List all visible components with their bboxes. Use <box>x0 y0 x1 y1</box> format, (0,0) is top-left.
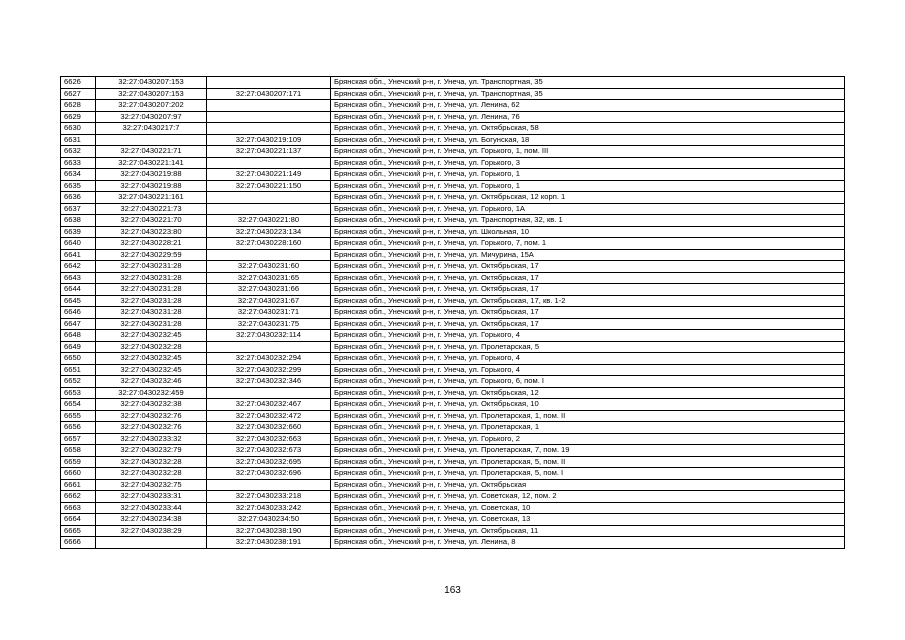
address-cell: Брянская обл., Унечский р-н, г. Унеча, ул. Октябрьская, 12 корп. 1 <box>331 192 845 204</box>
cadastral-number-2-cell <box>207 341 331 353</box>
address-cell: Брянская обл., Унечский р-н, г. Унеча, ул. Октябрьская, 17 <box>331 284 845 296</box>
cadastral-number-2-cell: 32:27:0430232:346 <box>207 376 331 388</box>
cadastral-number-cell: 32:27:0430229:59 <box>96 249 207 261</box>
table-row <box>61 307 845 319</box>
cadastral-number-cell: 32:27:0430232:76 <box>96 410 207 422</box>
table-row <box>61 134 845 146</box>
cadastral-number-2-cell: 32:27:0430228:160 <box>207 238 331 250</box>
table-row <box>61 146 845 158</box>
cadastral-number-cell: 32:27:0430232:459 <box>96 387 207 399</box>
address-cell: Брянская обл., Унечский р-н, г. Унеча, ул. Пролетарская, 7, пом. 19 <box>331 445 845 457</box>
table-row <box>61 318 845 330</box>
row-number-cell: 6650 <box>61 353 96 365</box>
cadastral-number-2-cell: 32:27:0430232:467 <box>207 399 331 411</box>
cadastral-number-2-cell: 32:27:0430231:67 <box>207 295 331 307</box>
address-cell: Брянская обл., Унечский р-н, г. Унеча, ул. Мичурина, 15А <box>331 249 845 261</box>
address-cell: Брянская обл., Унечский р-н, г. Унеча, ул. Горького, 2 <box>331 433 845 445</box>
cadastral-number-2-cell: 32:27:0430232:660 <box>207 422 331 434</box>
cadastral-number-cell: 32:27:0430219:88 <box>96 180 207 192</box>
address-cell: Брянская обл., Унечский р-н, г. Унеча, ул. Богунская, 18 <box>331 134 845 146</box>
table-row <box>61 445 845 457</box>
table-row <box>61 180 845 192</box>
cadastral-number-cell: 32:27:0430234:38 <box>96 514 207 526</box>
row-number-cell: 6661 <box>61 479 96 491</box>
address-cell: Брянская обл., Унечский р-н, г. Унеча, ул. Октябрьская, 17, кв. 1-2 <box>331 295 845 307</box>
address-cell: Брянская обл., Унечский р-н, г. Унеча, ул. Ленина, 76 <box>331 111 845 123</box>
cadastral-number-cell: 32:27:0430231:28 <box>96 295 207 307</box>
cadastral-number-2-cell <box>207 479 331 491</box>
row-number-cell: 6627 <box>61 88 96 100</box>
row-number-cell: 6649 <box>61 341 96 353</box>
address-cell: Брянская обл., Унечский р-н, г. Унеча, ул. Октябрьская, 11 <box>331 525 845 537</box>
row-number-cell: 6636 <box>61 192 96 204</box>
table-row <box>61 422 845 434</box>
document-table <box>60 76 845 549</box>
cadastral-number-cell: 32:27:0430231:28 <box>96 272 207 284</box>
cadastral-number-2-cell <box>207 157 331 169</box>
table-row <box>61 111 845 123</box>
cadastral-number-2-cell: 32:27:0430232:663 <box>207 433 331 445</box>
cadastral-number-2-cell: 32:27:0430238:190 <box>207 525 331 537</box>
address-cell: Брянская обл., Унечский р-н, г. Унеча, ул. Пролетарская, 5, пом. II <box>331 456 845 468</box>
cadastral-number-2-cell: 32:27:0430223:134 <box>207 226 331 238</box>
cadastral-number-2-cell: 32:27:0430221:137 <box>207 146 331 158</box>
cadastral-number-2-cell <box>207 192 331 204</box>
cadastral-number-2-cell: 32:27:0430221:80 <box>207 215 331 227</box>
row-number-cell: 6638 <box>61 215 96 227</box>
table-row <box>61 284 845 296</box>
cadastral-number-2-cell: 32:27:0430231:75 <box>207 318 331 330</box>
address-cell: Брянская обл., Унечский р-н, г. Унеча, ул. Советская, 13 <box>331 514 845 526</box>
table-row <box>61 157 845 169</box>
table-row <box>61 353 845 365</box>
address-cell: Брянская обл., Унечский р-н, г. Унеча, ул. Горького, 4 <box>331 364 845 376</box>
row-number-cell: 6631 <box>61 134 96 146</box>
table-row <box>61 169 845 181</box>
cadastral-number-cell: 32:27:0430231:28 <box>96 261 207 273</box>
table-row <box>61 100 845 112</box>
address-cell: Брянская обл., Унечский р-н, г. Унеча, ул. Октябрьская, 17 <box>331 261 845 273</box>
cadastral-number-cell: 32:27:0430232:45 <box>96 353 207 365</box>
cadastral-number-cell: 32:27:0430232:45 <box>96 330 207 342</box>
page-number: 163 <box>444 585 461 596</box>
row-number-cell: 6660 <box>61 468 96 480</box>
row-number-cell: 6640 <box>61 238 96 250</box>
table-row <box>61 238 845 250</box>
cadastral-number-cell: 32:27:0430232:45 <box>96 364 207 376</box>
address-cell: Брянская обл., Унечский р-н, г. Унеча, ул. Пролетарская, 1 <box>331 422 845 434</box>
row-number-cell: 6635 <box>61 180 96 192</box>
cadastral-number-cell: 32:27:0430207:97 <box>96 111 207 123</box>
cadastral-number-cell: 32:27:0430217:7 <box>96 123 207 135</box>
table-row <box>61 203 845 215</box>
row-number-cell: 6644 <box>61 284 96 296</box>
row-number-cell: 6652 <box>61 376 96 388</box>
table-row <box>61 479 845 491</box>
cadastral-number-cell: 32:27:0430221:70 <box>96 215 207 227</box>
cadastral-number-2-cell <box>207 203 331 215</box>
address-cell: Брянская обл., Унечский р-н, г. Унеча, ул. Горького, 1 <box>331 169 845 181</box>
cadastral-number-2-cell <box>207 100 331 112</box>
cadastral-number-2-cell: 32:27:0430232:114 <box>207 330 331 342</box>
cadastral-number-cell: 32:27:0430232:46 <box>96 376 207 388</box>
row-number-cell: 6630 <box>61 123 96 135</box>
row-number-cell: 6632 <box>61 146 96 158</box>
cadastral-number-cell: 32:27:0430228:21 <box>96 238 207 250</box>
cadastral-number-2-cell <box>207 249 331 261</box>
address-cell: Брянская обл., Унечский р-н, г. Унеча, ул. Советская, 12, пом. 2 <box>331 491 845 503</box>
address-cell: Брянская обл., Унечский р-н, г. Унеча, ул. Октябрьская, 58 <box>331 123 845 135</box>
row-number-cell: 6633 <box>61 157 96 169</box>
address-cell: Брянская обл., Унечский р-н, г. Унеча, ул. Транспортная, 35 <box>331 88 845 100</box>
address-cell: Брянская обл., Унечский р-н, г. Унеча, ул. Советская, 10 <box>331 502 845 514</box>
table-row <box>61 215 845 227</box>
address-cell: Брянская обл., Унечский р-н, г. Унеча, ул. Горького, 1 <box>331 180 845 192</box>
address-cell: Брянская обл., Унечский р-н, г. Унеча, ул. Горького, 1, пом. III <box>331 146 845 158</box>
cadastral-number-cell: 32:27:0430233:32 <box>96 433 207 445</box>
row-number-cell: 6665 <box>61 525 96 537</box>
table-row <box>61 399 845 411</box>
table-row <box>61 376 845 388</box>
address-cell: Брянская обл., Унечский р-н, г. Унеча, ул. Октябрьская <box>331 479 845 491</box>
cadastral-number-2-cell <box>207 111 331 123</box>
address-cell: Брянская обл., Унечский р-н, г. Унеча, ул. Транспортная, 32, кв. 1 <box>331 215 845 227</box>
address-cell: Брянская обл., Унечский р-н, г. Унеча, ул. Горького, 6, пом. I <box>331 376 845 388</box>
row-number-cell: 6653 <box>61 387 96 399</box>
cadastral-number-cell: 32:27:0430221:71 <box>96 146 207 158</box>
cadastral-number-cell: 32:27:0430232:38 <box>96 399 207 411</box>
row-number-cell: 6657 <box>61 433 96 445</box>
row-number-cell: 6647 <box>61 318 96 330</box>
table-row <box>61 295 845 307</box>
address-cell: Брянская обл., Унечский р-н, г. Унеча, ул. Октябрьская, 10 <box>331 399 845 411</box>
row-number-cell: 6663 <box>61 502 96 514</box>
cadastral-number-2-cell: 32:27:0430231:60 <box>207 261 331 273</box>
cadastral-number-2-cell <box>207 77 331 89</box>
address-cell: Брянская обл., Унечский р-н, г. Унеча, ул. Ленина, 62 <box>331 100 845 112</box>
cadastral-number-2-cell: 32:27:0430238:191 <box>207 537 331 549</box>
address-cell: Брянская обл., Унечский р-н, г. Унеча, ул. Октябрьская, 12 <box>331 387 845 399</box>
address-cell: Брянская обл., Унечский р-н, г. Унеча, ул. Горького, 3 <box>331 157 845 169</box>
row-number-cell: 6626 <box>61 77 96 89</box>
address-cell: Брянская обл., Унечский р-н, г. Унеча, ул. Октябрьская, 17 <box>331 307 845 319</box>
table-row <box>61 341 845 353</box>
row-number-cell: 6662 <box>61 491 96 503</box>
address-cell: Брянская обл., Унечский р-н, г. Унеча, ул. Транспортная, 35 <box>331 77 845 89</box>
table-row <box>61 456 845 468</box>
address-cell: Брянская обл., Унечский р-н, г. Унеча, ул. Горького, 4 <box>331 330 845 342</box>
cadastral-number-cell: 32:27:0430232:28 <box>96 456 207 468</box>
address-cell: Брянская обл., Унечский р-н, г. Унеча, ул. Октябрьская, 17 <box>331 272 845 284</box>
cadastral-number-cell: 32:27:0430231:28 <box>96 307 207 319</box>
address-cell: Брянская обл., Унечский р-н, г. Унеча, ул. Горького, 4 <box>331 353 845 365</box>
cadastral-number-cell: 32:27:0430232:28 <box>96 468 207 480</box>
cadastral-number-cell: 32:27:0430232:79 <box>96 445 207 457</box>
table-row <box>61 249 845 261</box>
cadastral-number-2-cell: 32:27:0430232:673 <box>207 445 331 457</box>
table-row <box>61 88 845 100</box>
table-row <box>61 261 845 273</box>
cadastral-number-2-cell: 32:27:0430231:66 <box>207 284 331 296</box>
table-row <box>61 123 845 135</box>
row-number-cell: 6655 <box>61 410 96 422</box>
row-number-cell: 6642 <box>61 261 96 273</box>
row-number-cell: 6656 <box>61 422 96 434</box>
row-number-cell: 6654 <box>61 399 96 411</box>
row-number-cell: 6637 <box>61 203 96 215</box>
address-cell: Брянская обл., Унечский р-н, г. Унеча, ул. Пролетарская, 5, пом. I <box>331 468 845 480</box>
cadastral-number-2-cell: 32:27:0430207:171 <box>207 88 331 100</box>
address-cell: Брянская обл., Унечский р-н, г. Унеча, ул. Пролетарская, 5 <box>331 341 845 353</box>
cadastral-number-cell <box>96 537 207 549</box>
address-cell: Брянская обл., Унечский р-н, г. Унеча, ул. Горького, 7, пом. 1 <box>331 238 845 250</box>
table-row <box>61 491 845 503</box>
row-number-cell: 6659 <box>61 456 96 468</box>
row-number-cell: 6629 <box>61 111 96 123</box>
cadastral-number-2-cell: 32:27:0430232:294 <box>207 353 331 365</box>
address-cell: Брянская обл., Унечский р-н, г. Унеча, ул. Октябрьская, 17 <box>331 318 845 330</box>
cadastral-number-2-cell: 32:27:0430232:472 <box>207 410 331 422</box>
table-row <box>61 387 845 399</box>
row-number-cell: 6646 <box>61 307 96 319</box>
row-number-cell: 6634 <box>61 169 96 181</box>
cadastral-number-cell: 32:27:0430233:44 <box>96 502 207 514</box>
cadastral-number-2-cell: 32:27:0430231:71 <box>207 307 331 319</box>
table-row <box>61 433 845 445</box>
cadastral-number-cell: 32:27:0430207:153 <box>96 88 207 100</box>
row-number-cell: 6639 <box>61 226 96 238</box>
cadastral-number-2-cell <box>207 123 331 135</box>
table-row <box>61 226 845 238</box>
cadastral-number-2-cell: 32:27:0430221:149 <box>207 169 331 181</box>
row-number-cell: 6643 <box>61 272 96 284</box>
cadastral-number-cell: 32:27:0430232:76 <box>96 422 207 434</box>
cadastral-number-cell: 32:27:0430223:80 <box>96 226 207 238</box>
table-row <box>61 468 845 480</box>
table-row <box>61 77 845 89</box>
address-cell: Брянская обл., Унечский р-н, г. Унеча, ул. Школьная, 10 <box>331 226 845 238</box>
cadastral-number-2-cell: 32:27:0430232:695 <box>207 456 331 468</box>
table-row <box>61 410 845 422</box>
row-number-cell: 6645 <box>61 295 96 307</box>
table-row <box>61 537 845 549</box>
table-row <box>61 514 845 526</box>
row-number-cell: 6658 <box>61 445 96 457</box>
cadastral-number-2-cell: 32:27:0430232:696 <box>207 468 331 480</box>
cadastral-number-cell: 32:27:0430221:141 <box>96 157 207 169</box>
table-row <box>61 330 845 342</box>
table-row <box>61 272 845 284</box>
row-number-cell: 6641 <box>61 249 96 261</box>
cadastral-number-cell: 32:27:0430238:29 <box>96 525 207 537</box>
cadastral-number-2-cell <box>207 387 331 399</box>
cadastral-number-2-cell: 32:27:0430232:299 <box>207 364 331 376</box>
address-cell: Брянская обл., Унечский р-н, г. Унеча, ул. Ленина, 8 <box>331 537 845 549</box>
cadastral-number-2-cell: 32:27:0430233:218 <box>207 491 331 503</box>
cadastral-number-2-cell: 32:27:0430219:109 <box>207 134 331 146</box>
cadastral-number-cell: 32:27:0430219:88 <box>96 169 207 181</box>
cadastral-number-cell: 32:27:0430207:153 <box>96 77 207 89</box>
table-body <box>61 77 845 549</box>
cadastral-number-2-cell: 32:27:0430233:242 <box>207 502 331 514</box>
cadastral-number-cell: 32:27:0430233:31 <box>96 491 207 503</box>
address-cell: Брянская обл., Унечский р-н, г. Унеча, ул. Пролетарская, 1, пом. II <box>331 410 845 422</box>
row-number-cell: 6651 <box>61 364 96 376</box>
row-number-cell: 6664 <box>61 514 96 526</box>
table-row <box>61 192 845 204</box>
address-cell: Брянская обл., Унечский р-н, г. Унеча, ул. Горького, 1А <box>331 203 845 215</box>
table-row <box>61 364 845 376</box>
cadastral-number-2-cell: 32:27:0430231:65 <box>207 272 331 284</box>
cadastral-number-2-cell: 32:27:0430234:50 <box>207 514 331 526</box>
cadastral-number-cell: 32:27:0430207:202 <box>96 100 207 112</box>
row-number-cell: 6628 <box>61 100 96 112</box>
row-number-cell: 6666 <box>61 537 96 549</box>
row-number-cell: 6648 <box>61 330 96 342</box>
cadastral-number-2-cell: 32:27:0430221:150 <box>207 180 331 192</box>
cadastral-number-cell: 32:27:0430232:75 <box>96 479 207 491</box>
table-row <box>61 502 845 514</box>
cadastral-number-cell: 32:27:0430232:28 <box>96 341 207 353</box>
cadastral-number-cell: 32:27:0430231:28 <box>96 284 207 296</box>
table-row <box>61 525 845 537</box>
cadastral-number-cell: 32:27:0430231:28 <box>96 318 207 330</box>
cadastral-number-cell <box>96 134 207 146</box>
cadastral-number-cell: 32:27:0430221:73 <box>96 203 207 215</box>
cadastral-number-cell: 32:27:0430221:161 <box>96 192 207 204</box>
